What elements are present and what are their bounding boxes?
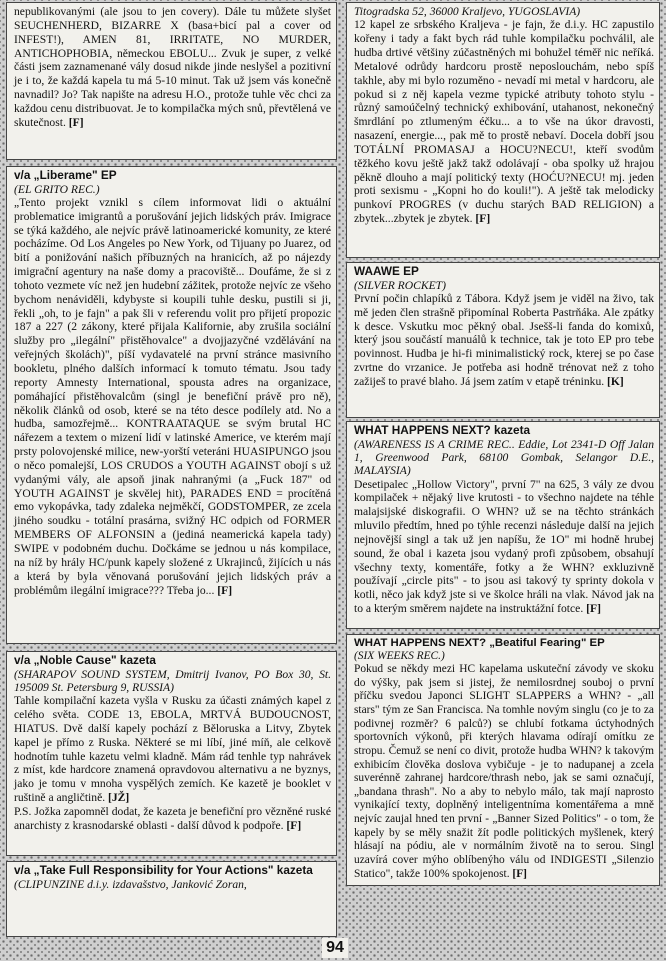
review-noble-cause (6, 651, 337, 856)
review-body: „Tento projekt vznikl s cílem informovat lidi o aktuální problematice imigrantů a porušování jejich lidských práv. Imigrace se týká každého, ale nejvíc právě latinoamerické komunity, ze které pocházíme. Od Los Angeles po New York, od Tijuany po Juarez, od bití a ponižování našich příbuzných na hranicích, až po nájezdy imigrační agentury na naše domy a pracoviště... Doufáme, že si z tohoto vezmete víc než jen hudební zážitek, protože nejvíc ze všeho bychom nenáviděli, kdybyste si koupili tuhle desku, pustili si ji, řekli „oh, to je fajn" a pak šli v referendu volit pro přijetí propozic 187 a 227 (2 zákony, které přijala Kalifornie, aby zrušila sociální služby pro „ilegální" přistěhovalce" a dvojjazyčné vzdělávání na veřejných školách)", píší vydavatelé na první stránce masivního bookletu, plného dalších informací k tomuto tématu. Jsou tady reporty Amnesty International, spousta adres na organizace, pomáhající přistěhovalcům (singl je benefiční právě pro ně), několik článků od osob, které se na této desce podílely atd. No a hudba, samozřejmě... KONTRAATAQUE se svým brutal HC nářezem a textem o mizení lidí v latinské Americe, ve kterém mají prsty polovojenské milice, new-yorští veteráni HUASIPUNGO jsou o něco pomalejší, LOS CRUDOS a YOUTH AGAINST obojí s už vydanými vály, ale apsoň jinak nahranými (a „Fuck 187" od YOUTH AGAINST je skvělej hit), PARADES END = procítěná emo vykopávka, tady zdaleka nejměkčí, GODSTOMPER, ze zcela jiného soudku - totální prasárna, svižný HC odpich od FORMER MEMBERS OF ALFONSIN a (jediná neamerická kapela tady) SWIPE v podobném duchu. Dočkáme se jednou u nás kompilace, na níž by hrály HC/punk kapely složené z Ukrajinců, žijících u nás a která by byla věnovaná porušování jejich lidských práv a problémům ilegální imigrace??? Třeba jo... (14, 195, 331, 597)
review-take-full-responsibility (6, 861, 337, 937)
review-label: (CLIPUNZINE d.i.y. izdavašstvo, Janković Zoran, (14, 877, 247, 891)
review-title: v/a „Take Full Responsibility for Your Actions" kazeta (14, 863, 313, 877)
review-continuation-left (6, 2, 337, 160)
review-body: Pokud se někdy mezi HC kapelama uskuteční závody ve skoku do výšky, pak jsem si jistej, že nemilosrdnej souboj o první příčku svedou Japonci SLIGHT SLAPPERS a WHN? - „all stars" tým ze San Francisca. Na tomhle novým singlu (co je to za podivnej rozměr? 6 palců?) se chlubí fotkama úctyhodných sportovních výkonů, při kterých hlavama odírají omítku ze stropu. Čemuž se není co divit, protože hudba WHN? k takovým exhibicím člověka doslova vybičuje - je to nadupanej a zcela suverénně zahranej hardcore/thrash nebo, jak se sami označují, „bandana thrash". No a aby to nebylo málo, tak mají naprosto vynikající texty, doplněný inteligentníma komentářema a mně nejvíc zaujal hned ten první - „Banner Sized Politics" - o tom, že kapely by se měly snažit žít podle politických myšlenek, který hlásají na pódiu, ale v normálním životě na to serou. Singl uzavírá cover mýho oblíbenýho válu od INDIGESTI „Silenzio Statico", takže 100% spokojenost. (354, 663, 654, 880)
review-signature: [F] (512, 867, 527, 880)
review-signature: [F] (68, 115, 84, 129)
review-label: (EL GRITO REC.) (14, 182, 100, 196)
review-what-happens-next-ep (346, 634, 660, 886)
review-what-happens-next-tape (346, 421, 660, 629)
review-body: Desetipalec „Hollow Victory", první 7" na 625, 3 vály ze dvou kompilaček + nějaký live krutosti - to všechno najdete na téhle malajsijské diskografii. O WHN? už se na těchto stránkách mluvilo předtím, hned po týhle recenzi následuje další na jejich nejnovější singl a tak už jen napíšu, že 1O" mi hodně hrubej sound, že obal i kazeta jsou vydaný profi způsobem, obsahují všechny texty, komentáře, fotky a že WHN? exkluzivně používají „circle pits" - to jsou asi takový ty sprinty dokola v kotli, něco jak když jste si ve školce hráli na vlak. Návod jak na to a kterým směrem najdete na instruktážní fotce. (354, 477, 654, 616)
review-body: První počin chlapíků z Tábora. Když jsem je viděl na živo, tak mě jeden člen strašně připomínal Roberta Pastrňáka. Ale zpátky k desce. Vskutku moc pěkný obal. Jsešš-li fanda do komixů, který jsou součástí manuálů k technice, tak je toto EP pro tebe povinnost. Hudba je hi-fi minimalistický rock, kterej se po čase zvrtne do vrzanice. Je potřeba asi hodně trénovat než z toho zažiješ to pravé blaho. Já jsem zatím v etapě tréninku. (354, 291, 654, 388)
review-title: WAAWE EP (354, 264, 419, 278)
review-body: 12 kapel ze srbského Kraljeva - je fajn, že d.i.y. HC zapustilo kořeny i tady a fakt bych rád tuhle kompilačku pochválil, ale hudba drtivé většiny zúčastněných mi bohužel téměř nic neříká. Metalové odrůdy hardcoru prostě neposlouchám, nebo spíš takhle, aby mi bylo rozuměno - nevadí mi metal v hardcoru, ale pokud si z něj kapela vezme typické atributy tohoto stylu - různý samoúčelný technický exhibování, utahanost, nekonečný šmrdlání po ztlumeným éčku... a to vše na úkor dravosti, nasazení, energie..., pak mě to prostě nebaví. Docela dobří jsou TOTÁLNÍ PROMASAJ a HOCU?NECU!, kteří svodům těžkého kovu ještě jakž takž odolávají - oba spolky už hrajou pěkně dlouho a mají politický texty (HOĆU?NECU! mj. jeden proti sexismu - „Kopni ho do kouli!"). A ještě tak melodicky punkoví PROGRES (v duchu starých BAD RELIGION) a zbytek...zbytek je zbytek. (354, 18, 654, 226)
review-label: (SIX WEEKS REC.) (354, 650, 445, 663)
review-title: v/a „Liberame" EP (14, 168, 117, 182)
review-label: (SHARAPOV SOUND SYSTEM, Dmitrij Ivanov, PO Box 30, St. 195009 St. Petersburg 9, RUSSIA) (14, 667, 331, 694)
review-liberame (6, 166, 337, 644)
page-number: 94 (322, 938, 348, 958)
review-signature: [JŽ] (108, 791, 130, 805)
review-signature: [F] (586, 602, 601, 616)
review-waawe (346, 262, 660, 418)
review-postscript: P.S. Jožka zapomněl dodat, že kazeta je benefiční pro vězněné ruské anarchisty z krasnodarské oblasti - další důvod k podpoře. (14, 804, 331, 832)
review-signature: [F] (475, 212, 491, 226)
review-body: nepublikovanými (ale jsou to jen covery). Dále tu můžete slyšet SEUCHENHERD, BIZARRE X (basa+bicí pal a cover od INFEST!), AMEN 81, IRRITATE, NO MURDER, ANTICHOPHOBIA, německou EBOLU... Zvuk je super, z velké části jsem zaznamenané vály dosud nikde jinde neslyšel a pozitivní je i to, že každá kapela tu má 5-10 minut. Tak už jsem vás konečně navnadil? Jo? Tak napište na adresu H.O., protože tuhle věc chci za každou cenu distribuovat. Je to kompilačka mých snů, převtělená ve skutečnost. (14, 5, 331, 129)
review-label: Titogradska 52, 36000 Kraljevo, YUGOSLAVIA) (354, 5, 581, 18)
review-title: WHAT HAPPENS NEXT? kazeta (354, 423, 531, 437)
review-label: (SILVER ROCKET) (354, 278, 446, 292)
review-signature: [F] (217, 583, 233, 597)
review-label: (AWARENESS IS A CRIME REC.. Eddie, Lot 2341-D Off Jalan 1, Greenwood Park, 68100 Gombak, Selangor D.E., MALAYSIA) (354, 437, 654, 478)
review-title: WHAT HAPPENS NEXT? „Beatiful Fearing" EP (354, 637, 605, 649)
review-signature: [K] (607, 374, 624, 388)
review-title: v/a „Noble Cause" kazeta (14, 653, 156, 667)
review-continuation-right (346, 2, 660, 258)
review-body: Tahle kompilační kazeta vyšla v Rusku za účasti známých kapel z celého světa. CODE 13, EBOLA, MRTVÁ BUDOUCNOST, HIATUS. Dvě další kapely pochází z Běloruska a Litvy, Zbytek kapel je přímo z Ruska. Některé se mi líbí, jiné míň, ale celkově hodnotím tuhle kazetu velmi kladně. Mám rád tenhle typ nahrávek z míst, kde hardcore znamená opravdovou alternativu a ne byznys, jako je tomu v mnoha vyspělých zemích. Ke kazetě je booklet v ruštině a angličtině. (14, 694, 331, 805)
review-signature: [F] (286, 818, 302, 832)
